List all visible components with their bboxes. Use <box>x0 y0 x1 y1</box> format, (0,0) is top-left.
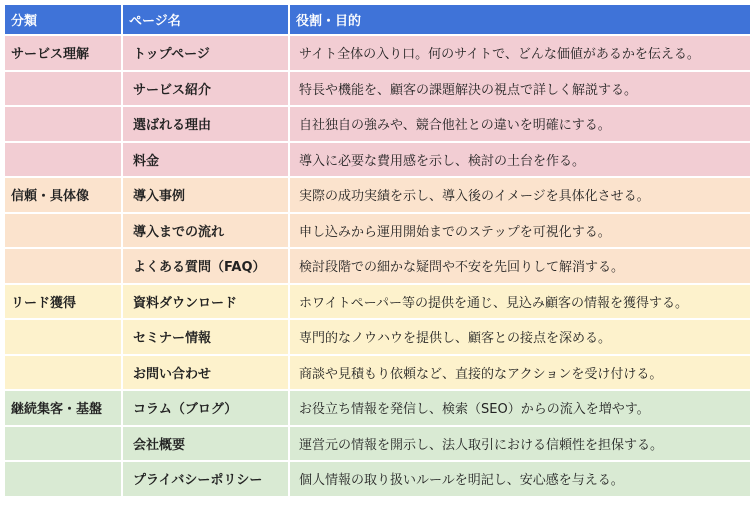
page-name-cell: よくある質問（FAQ） <box>123 249 288 283</box>
table-row <box>5 356 750 390</box>
role-cell: サイト全体の入り口。何のサイトで、どんな価値があるかを伝える。 <box>290 36 750 70</box>
table-row <box>5 427 750 461</box>
role-cell: 特長や機能を、顧客の課題解決の視点で詳しく解説する。 <box>290 72 750 106</box>
category-cell <box>5 462 121 496</box>
category-cell <box>5 214 121 248</box>
table-row <box>5 36 750 70</box>
page-name-cell: プライバシーポリシー <box>123 462 288 496</box>
role-cell: 運営元の情報を開示し、法人取引における信頼性を担保する。 <box>290 427 750 461</box>
role-cell: 導入に必要な費用感を示し、検討の土台を作る。 <box>290 143 750 177</box>
page-name-cell: コラム（ブログ） <box>123 391 288 425</box>
table-row <box>5 285 750 319</box>
role-cell: お役立ち情報を発信し、検索（SEO）からの流入を増やす。 <box>290 391 750 425</box>
category-cell <box>5 249 121 283</box>
category-cell <box>5 107 121 141</box>
table-row <box>5 143 750 177</box>
category-cell: 継続集客・基盤 <box>5 391 121 425</box>
category-cell <box>5 72 121 106</box>
category-cell <box>5 143 121 177</box>
table-row <box>5 320 750 354</box>
page-name-cell: 料金 <box>123 143 288 177</box>
category-cell <box>5 356 121 390</box>
header-page-name: ページ名 <box>123 5 288 34</box>
table-row <box>5 214 750 248</box>
page-name-cell: 導入事例 <box>123 178 288 212</box>
header-role: 役割・目的 <box>290 5 750 34</box>
category-cell <box>5 320 121 354</box>
header-category: 分類 <box>5 5 121 34</box>
site-page-table <box>3 3 752 498</box>
role-cell: 専門的なノウハウを提供し、顧客との接点を深める。 <box>290 320 750 354</box>
role-cell: 自社独自の強みや、競合他社との違いを明確にする。 <box>290 107 750 141</box>
table-row <box>5 391 750 425</box>
category-cell: 信頼・具体像 <box>5 178 121 212</box>
table-row <box>5 72 750 106</box>
role-cell: 個人情報の取り扱いルールを明記し、安心感を与える。 <box>290 462 750 496</box>
page-name-cell: 導入までの流れ <box>123 214 288 248</box>
role-cell: 商談や見積もり依頼など、直接的なアクションを受け付ける。 <box>290 356 750 390</box>
role-cell: ホワイトペーパー等の提供を通じ、見込み顧客の情報を獲得する。 <box>290 285 750 319</box>
category-cell: サービス理解 <box>5 36 121 70</box>
category-cell: リード獲得 <box>5 285 121 319</box>
table-row <box>5 178 750 212</box>
table-row <box>5 107 750 141</box>
category-cell <box>5 427 121 461</box>
page-name-cell: 資料ダウンロード <box>123 285 288 319</box>
role-cell: 申し込みから運用開始までのステップを可視化する。 <box>290 214 750 248</box>
page-name-cell: サービス紹介 <box>123 72 288 106</box>
table-header-row <box>5 5 750 34</box>
page-name-cell: セミナー情報 <box>123 320 288 354</box>
page-name-cell: お問い合わせ <box>123 356 288 390</box>
table-row <box>5 249 750 283</box>
page-name-cell: 選ばれる理由 <box>123 107 288 141</box>
page-name-cell: 会社概要 <box>123 427 288 461</box>
page-name-cell: トップページ <box>123 36 288 70</box>
role-cell: 実際の成功実績を示し、導入後のイメージを具体化させる。 <box>290 178 750 212</box>
table-row <box>5 462 750 496</box>
role-cell: 検討段階での細かな疑問や不安を先回りして解消する。 <box>290 249 750 283</box>
